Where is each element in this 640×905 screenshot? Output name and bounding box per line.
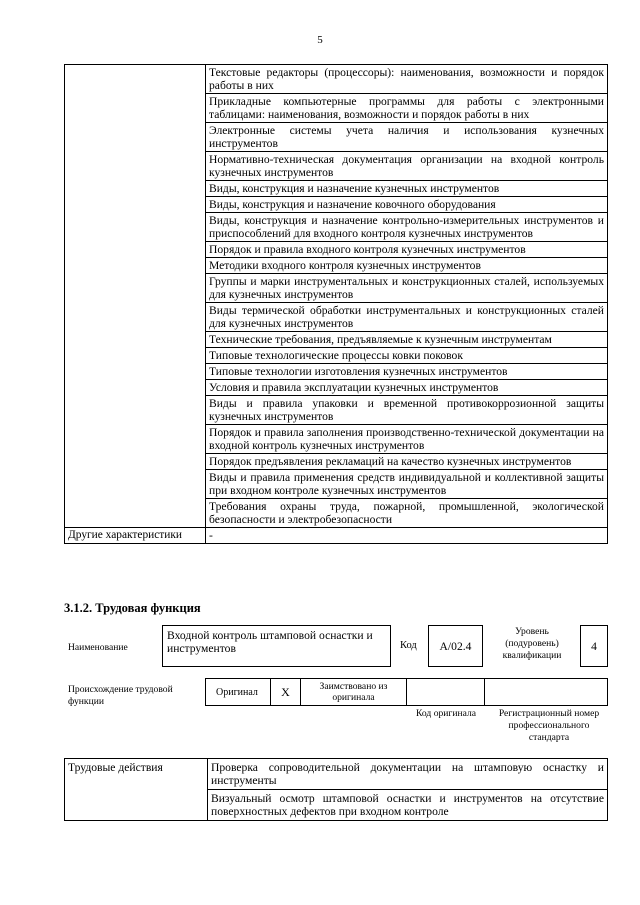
- origin-borrowed: Заимствовано из оригинала: [301, 679, 407, 705]
- origin-mark: X: [271, 679, 301, 705]
- knowledge-item: Технические требования, предъявляемые к кузнечным инструментам: [206, 332, 608, 348]
- knowledge-item: Типовые технологические процессы ковки поковок: [206, 348, 608, 364]
- origin-original: Оригинал: [206, 679, 271, 705]
- knowledge-item: Порядок предъявления рекламаций на качество кузнечных инструментов: [206, 454, 608, 470]
- actions-label: Трудовые действия: [65, 759, 208, 821]
- knowledge-item: Виды, конструкция и назначение ковочного оборудования: [206, 197, 608, 213]
- knowledge-item: Порядок и правила заполнения производственно-технической документации на входной контроль кузнечных инструментов: [206, 425, 608, 454]
- origin-code-cell: [407, 679, 485, 705]
- knowledge-item: Прикладные компьютерные программы для работы с электронными таблицами: наименования, возможности и порядок работы в них: [206, 94, 608, 123]
- knowledge-item: Виды и правила упаковки и временной противокоррозионной защиты кузнечных инструментов: [206, 396, 608, 425]
- actions-table: [64, 758, 608, 821]
- knowledge-item: Текстовые редакторы (процессоры): наименования, возможности и порядок работы в них: [206, 65, 608, 94]
- other-characteristics-value: -: [206, 528, 608, 544]
- page-number: 5: [317, 34, 323, 46]
- level-label: Уровень (подуровень) квалификации: [502, 626, 562, 661]
- name-label: Наименование: [68, 642, 128, 653]
- knowledge-item: Нормативно-техническая документация организации на входной контроль кузнечных инструментов: [206, 152, 608, 181]
- knowledge-table: [64, 64, 608, 544]
- code-label: Код: [400, 640, 417, 651]
- knowledge-item: Методики входного контроля кузнечных инструментов: [206, 258, 608, 274]
- action-item: Проверка сопроводительной документации на штамповую оснастку и инструменты: [208, 759, 608, 790]
- knowledge-item: Требования охраны труда, пожарной, промышленной, экологической безопасности и электробезопасности: [206, 499, 608, 528]
- knowledge-item: Виды и правила применения средств индивидуальной и коллективной защиты при входном контроле кузнечных инструментов: [206, 470, 608, 499]
- knowledge-item: Порядок и правила входного контроля кузнечных инструментов: [206, 242, 608, 258]
- knowledge-item: Виды, конструкция и назначение кузнечных инструментов: [206, 181, 608, 197]
- origin-label: Происхождение трудовой функции: [68, 684, 173, 707]
- knowledge-item: Виды термической обработки инструментальных и конструкционных сталей для кузнечных инструментов: [206, 303, 608, 332]
- action-item: Визуальный осмотр штамповой оснастки и инструментов на отсутствие поверхностных дефектов при входном контроле: [208, 790, 608, 821]
- level-field: 4: [580, 625, 608, 667]
- knowledge-item: Группы и марки инструментальных и конструкционных сталей, используемых для кузнечных инструментов: [206, 274, 608, 303]
- function-name-field: Входной контроль штамповой оснастки и инструментов: [162, 625, 391, 667]
- function-code-field: A/02.4: [428, 625, 483, 667]
- origin-reg-label: Регистрационный номер профессионального стандарта: [498, 708, 600, 743]
- knowledge-left-cell: [65, 65, 206, 528]
- knowledge-item: Типовые технологии изготовления кузнечных инструментов: [206, 364, 608, 380]
- knowledge-item: Электронные системы учета наличия и использования кузнечных инструментов: [206, 123, 608, 152]
- origin-box: [205, 678, 608, 706]
- section-title: 3.1.2. Трудовая функция: [64, 601, 201, 615]
- origin-code-label: Код оригинала: [415, 708, 477, 719]
- knowledge-item: Виды, конструкция и назначение контрольно-измерительных инструментов и приспособлений для входного контроля кузнечных инструментов: [206, 213, 608, 242]
- other-characteristics-label: Другие характеристики: [65, 528, 206, 544]
- knowledge-item: Условия и правила эксплуатации кузнечных инструментов: [206, 380, 608, 396]
